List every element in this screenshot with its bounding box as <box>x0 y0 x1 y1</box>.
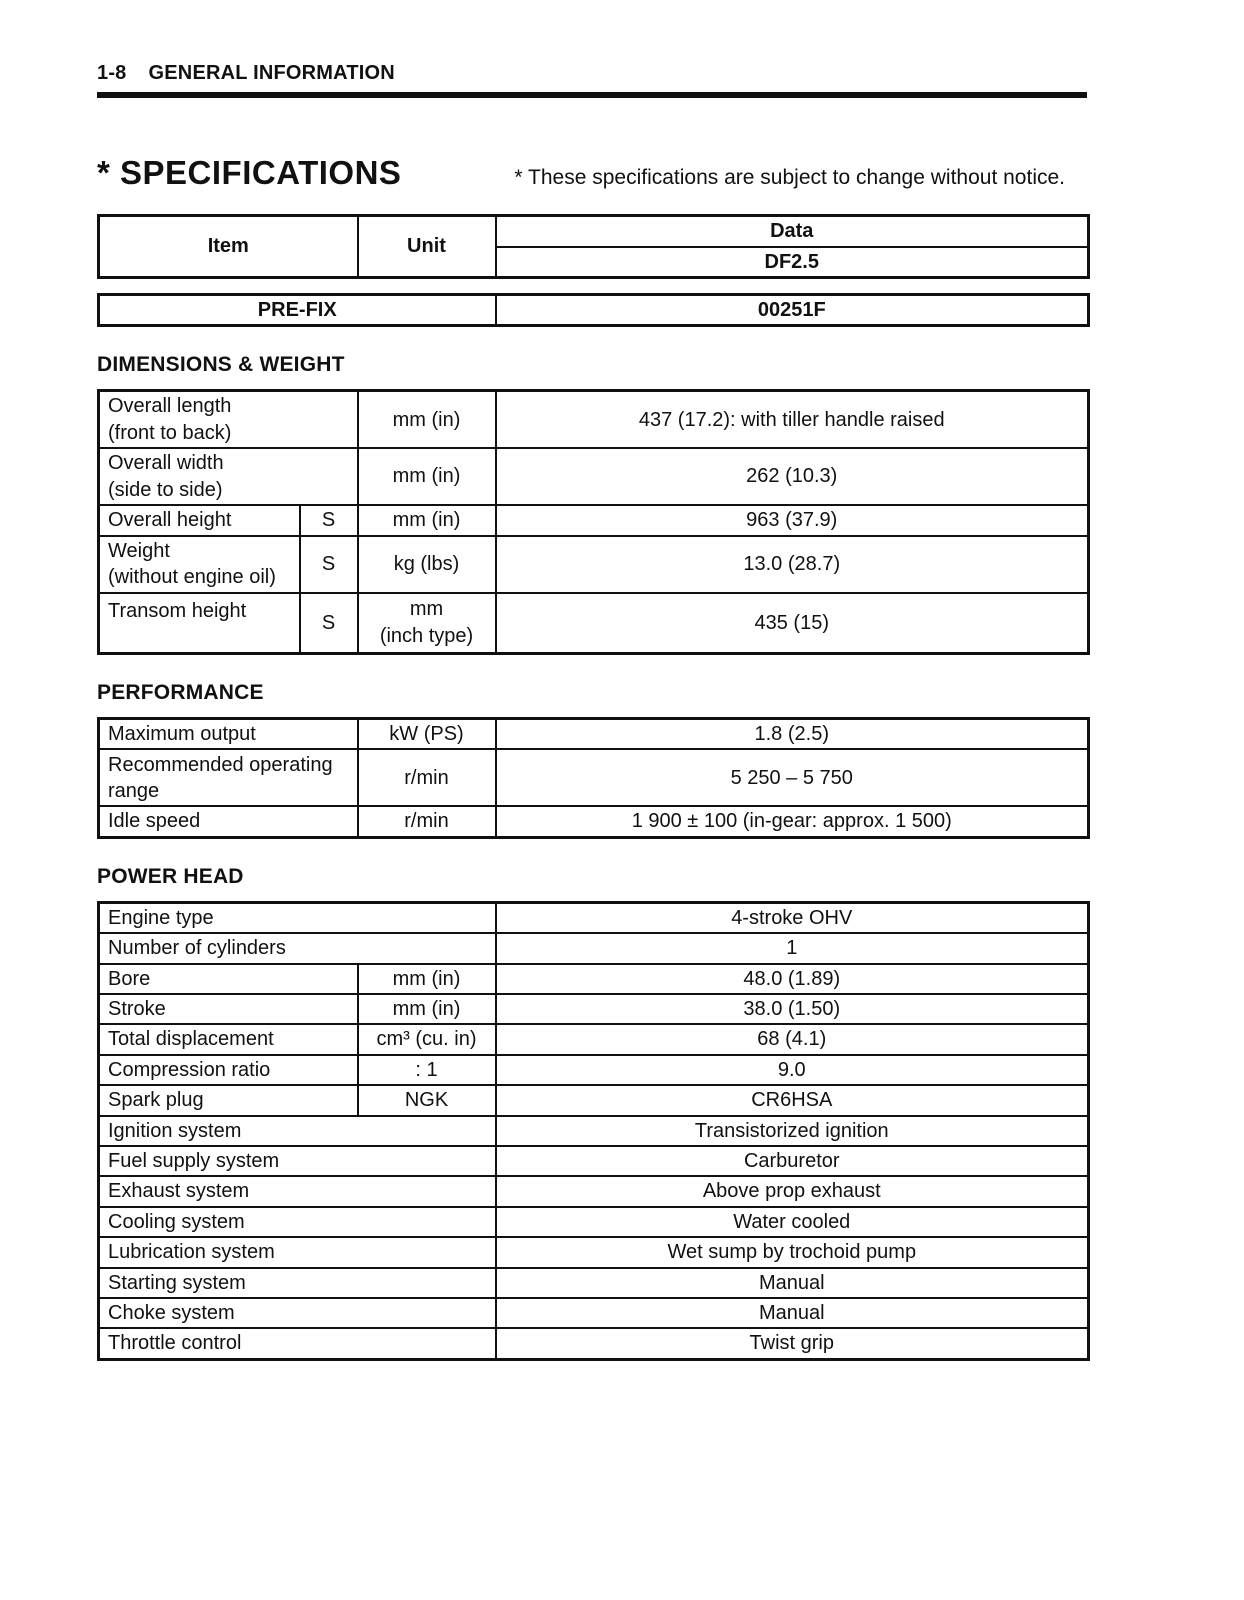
table-row <box>99 1328 1089 1359</box>
item-cell: Ignition system <box>99 1116 496 1146</box>
unit-cell: cm³ (cu. in) <box>358 1024 496 1054</box>
change-notice: * These specifications are subject to change without notice. <box>514 166 1065 189</box>
section-heading-power-head: POWER HEAD <box>97 864 244 888</box>
spec-header-table <box>97 214 1090 279</box>
data-cell: Above prop exhaust <box>496 1176 1089 1206</box>
table-row <box>99 1237 1089 1267</box>
table-row <box>99 448 1089 505</box>
table-row <box>99 1024 1089 1054</box>
item-cell: Maximum output <box>99 719 358 750</box>
item-cell: Exhaust system <box>99 1176 496 1206</box>
item-cell: Recommended operating range <box>99 749 358 806</box>
item-cell: Weight (without engine oil) <box>99 536 300 593</box>
unit-cell: mm (in) <box>358 391 496 448</box>
data-header-cell: Data <box>496 216 1089 247</box>
item-cell: Overall width (side to side) <box>99 448 358 505</box>
item-cell: Overall height <box>99 505 300 535</box>
data-cell: 9.0 <box>496 1055 1089 1085</box>
table-row <box>99 391 1089 448</box>
item-cell: Number of cylinders <box>99 933 496 963</box>
data-cell: 38.0 (1.50) <box>496 994 1089 1024</box>
item-cell: Lubrication system <box>99 1237 496 1267</box>
data-cell: 68 (4.1) <box>496 1024 1089 1054</box>
page-number: 1-8 <box>97 62 127 84</box>
s-grade-cell: S <box>300 505 358 535</box>
data-cell: Water cooled <box>496 1207 1089 1237</box>
s-grade-cell: S <box>300 536 358 593</box>
page-title: * SPECIFICATIONS <box>97 154 402 191</box>
table-row <box>99 1298 1089 1328</box>
table-row <box>99 1207 1089 1237</box>
item-cell: Idle speed <box>99 806 358 837</box>
s-grade-cell: S <box>300 593 358 654</box>
data-cell: Twist grip <box>496 1328 1089 1359</box>
unit-cell: mm (in) <box>358 448 496 505</box>
table-row <box>99 902 1089 933</box>
prefix-value-cell: 00251F <box>496 295 1089 326</box>
item-cell: Choke system <box>99 1298 496 1328</box>
chapter-title: GENERAL INFORMATION <box>148 62 395 84</box>
power-head-table <box>97 901 1090 1361</box>
unit-header-cell: Unit <box>358 216 496 278</box>
table-row <box>99 1055 1089 1085</box>
table-row <box>99 1176 1089 1206</box>
section-heading-performance: PERFORMANCE <box>97 681 264 705</box>
dimensions-table <box>97 389 1090 655</box>
item-cell: Starting system <box>99 1268 496 1298</box>
unit-cell: r/min <box>358 749 496 806</box>
item-header-cell: Item <box>99 216 358 278</box>
section-heading-dimensions: DIMENSIONS & WEIGHT <box>97 353 345 377</box>
item-cell: Overall length (front to back) <box>99 391 358 448</box>
unit-cell: mm (in) <box>358 994 496 1024</box>
table-row <box>99 1268 1089 1298</box>
data-cell: 4-stroke OHV <box>496 902 1089 933</box>
performance-table <box>97 717 1090 839</box>
page-header <box>97 62 1087 85</box>
table-row <box>99 216 1089 247</box>
unit-cell: NGK <box>358 1085 496 1115</box>
model-cell: DF2.5 <box>496 247 1089 278</box>
data-cell: 1 900 ± 100 (in-gear: approx. 1 500) <box>496 806 1089 837</box>
data-cell: 435 (15) <box>496 593 1089 654</box>
header-rule <box>97 92 1087 98</box>
prefix-label-cell: PRE-FIX <box>99 295 496 326</box>
unit-cell: kg (lbs) <box>358 536 496 593</box>
table-row <box>99 964 1089 994</box>
table-row <box>99 593 1089 654</box>
table-row <box>99 505 1089 535</box>
table-row <box>99 933 1089 963</box>
unit-cell: mm (inch type) <box>358 593 496 654</box>
data-cell: Transistorized ignition <box>496 1116 1089 1146</box>
table-row <box>99 719 1089 750</box>
table-row <box>99 1085 1089 1115</box>
data-cell: Wet sump by trochoid pump <box>496 1237 1089 1267</box>
data-cell: 13.0 (28.7) <box>496 536 1089 593</box>
item-cell: Engine type <box>99 902 496 933</box>
table-row <box>99 1116 1089 1146</box>
data-cell: 1.8 (2.5) <box>496 719 1089 750</box>
data-cell: Carburetor <box>496 1146 1089 1176</box>
item-cell: Fuel supply system <box>99 1146 496 1176</box>
unit-cell: mm (in) <box>358 505 496 535</box>
item-cell: Bore <box>99 964 358 994</box>
table-row <box>99 749 1089 806</box>
item-cell: Transom height <box>99 593 300 654</box>
unit-cell: r/min <box>358 806 496 837</box>
unit-cell: kW (PS) <box>358 719 496 750</box>
data-cell: Manual <box>496 1298 1089 1328</box>
data-cell: 5 250 – 5 750 <box>496 749 1089 806</box>
item-cell: Cooling system <box>99 1207 496 1237</box>
item-cell: Throttle control <box>99 1328 496 1359</box>
data-cell: 262 (10.3) <box>496 448 1089 505</box>
data-cell: 963 (37.9) <box>496 505 1089 535</box>
prefix-table <box>97 293 1090 327</box>
table-row <box>99 994 1089 1024</box>
unit-cell: : 1 <box>358 1055 496 1085</box>
item-cell: Total displacement <box>99 1024 358 1054</box>
table-row <box>99 806 1089 837</box>
item-cell: Spark plug <box>99 1085 358 1115</box>
item-cell: Compression ratio <box>99 1055 358 1085</box>
data-cell: 1 <box>496 933 1089 963</box>
table-row <box>99 1146 1089 1176</box>
data-cell: CR6HSA <box>496 1085 1089 1115</box>
data-cell: Manual <box>496 1268 1089 1298</box>
title-row <box>97 154 1087 192</box>
unit-cell: mm (in) <box>358 964 496 994</box>
data-cell: 48.0 (1.89) <box>496 964 1089 994</box>
item-cell: Stroke <box>99 994 358 1024</box>
table-row <box>99 295 1089 326</box>
data-cell: 437 (17.2): with tiller handle raised <box>496 391 1089 448</box>
table-row <box>99 536 1089 593</box>
